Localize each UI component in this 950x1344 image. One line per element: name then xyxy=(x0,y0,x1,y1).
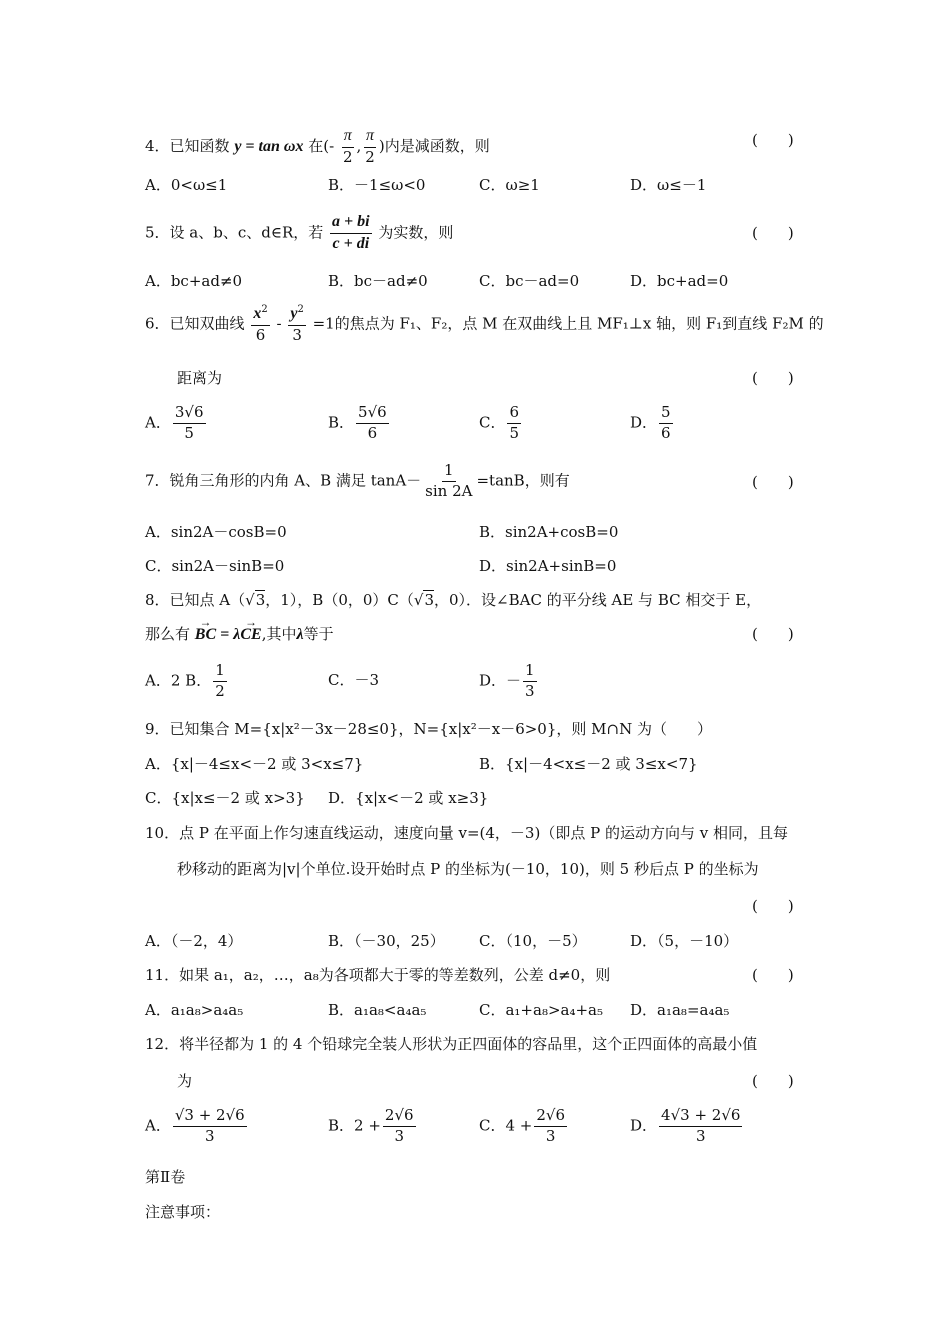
q6-stem-text: 6．已知双曲线 xyxy=(145,314,245,333)
q8-stem-part1: 8．已知点 A（ xyxy=(145,591,246,609)
q6-option-d-den: 6 xyxy=(661,423,671,442)
q6-eq1: =1 xyxy=(312,314,335,333)
q4-stem-text: 4．已知函数 xyxy=(145,136,230,155)
q12-option-c-label: C． xyxy=(479,1116,506,1135)
q12-option-a-den: 3 xyxy=(205,1126,215,1145)
q6-frac-x-num: x xyxy=(253,305,262,322)
q12-option-c xyxy=(479,1108,569,1145)
q4-frac-1-den: 2 xyxy=(342,147,353,166)
q8-stem-part2: ，1），B（0，0）C（ xyxy=(265,591,414,609)
q7-option-a: A．sin2A－cosB=0 xyxy=(145,523,287,541)
q12-stem-line2: 为 xyxy=(177,1072,193,1090)
q12-option-d xyxy=(630,1108,744,1145)
q10-option-b: B．（－30，25） xyxy=(328,932,445,950)
q6-minus: - xyxy=(276,314,282,333)
q4-stem-tail: 内是减函数，则 xyxy=(384,136,490,155)
q8-sqrt3-a: 3 xyxy=(255,591,266,609)
q5-stem-tail: 为实数，则 xyxy=(378,223,454,242)
q7-option-d: D．sin2A+sinB=0 xyxy=(479,557,617,575)
q8-equals-lambda: = λ xyxy=(216,626,241,643)
q12-option-b-label: B． xyxy=(328,1116,355,1135)
q5-frac-num: a + bi xyxy=(330,214,372,234)
q6-option-a-label: A． xyxy=(145,413,171,432)
q12-option-c-pre: 4 + xyxy=(505,1116,533,1135)
q11-option-a: A．a₁a₈>a₄a₅ xyxy=(145,1001,244,1019)
q6-option-b-den: 6 xyxy=(367,423,378,442)
q4-option-c: C．ω≥1 xyxy=(479,176,540,194)
q5-option-c: C．bc－ad=0 xyxy=(479,272,580,290)
q8-option-d-den: 3 xyxy=(525,681,535,700)
q9-option-d: D．{x|x<－2 或 x≥3} xyxy=(328,789,489,807)
q8-option-d-num: 1 xyxy=(523,663,537,682)
q4-frac-2-den: 2 xyxy=(365,147,375,166)
q12-option-b-pre: 2 + xyxy=(354,1116,381,1135)
q6-frac-y-num: y xyxy=(290,305,298,322)
q6-option-a-num: 3√6 xyxy=(173,405,206,424)
q4-option-d: D．ω≤－1 xyxy=(630,176,707,194)
q9-option-b: B．{x|－4<x≤－2 或 3≤x<7} xyxy=(479,755,698,773)
q5-stem xyxy=(145,214,453,253)
q6-option-c-label: C． xyxy=(479,413,506,432)
part2-notice: 注意事项： xyxy=(145,1203,221,1221)
q4-range-open: 在(- xyxy=(308,136,335,155)
q6-option-a xyxy=(145,405,208,442)
q4-option-b: B．－1≤ω<0 xyxy=(328,176,426,194)
q10-stem-line2: 秒移动的距离为|v|个单位.设开始时点 P 的坐标为(－10，10)，则 5 秒后点 P 的坐标为 xyxy=(177,860,759,878)
q6-frac-x-den: 6 xyxy=(255,325,266,344)
q4-frac-2 xyxy=(363,128,377,166)
q6-option-d-num: 5 xyxy=(659,405,673,424)
q7-frac xyxy=(423,463,474,500)
q7-frac-den: sin 2A xyxy=(425,481,473,500)
q6-option-a-den: 5 xyxy=(184,423,194,442)
q8-stem-line1: 8．已知点 A（√3，1），B（0，0）C（√3，0）．设∠BAC 的平分线 AE 与 BC 相交于 E， xyxy=(145,591,762,609)
q12-option-d-label: D． xyxy=(630,1116,658,1135)
q6-answer-paren: ( ) xyxy=(752,369,794,387)
q6-option-b-label: B． xyxy=(328,413,355,432)
q4-stem xyxy=(145,128,490,166)
q8-stem-line2 xyxy=(145,627,334,643)
q5-answer-paren: ( ) xyxy=(752,224,794,242)
q6-option-c xyxy=(479,405,523,442)
q12-option-c-den: 3 xyxy=(545,1126,556,1145)
q11-stem: 11．如果 a₁，a₂，…，a₈为各项都大于零的等差数列，公差 d≠0，则 xyxy=(145,966,611,984)
q12-option-a xyxy=(145,1108,249,1145)
part2-title: 第Ⅱ卷 xyxy=(145,1168,186,1186)
q8-option-a: A．2 xyxy=(145,671,181,690)
q6-option-b xyxy=(328,405,391,442)
q8-sqrt3-b: 3 xyxy=(424,591,435,609)
q5-option-a: A．bc+ad≠0 xyxy=(145,272,243,290)
q6-option-c-den: 5 xyxy=(509,423,520,442)
q4-function: y = tan ωx xyxy=(234,137,304,155)
q4-comma: , xyxy=(356,136,362,155)
q4-frac-2-num: π xyxy=(364,128,376,148)
q8-option-b-num: 1 xyxy=(213,663,227,682)
q12-option-a-label: A． xyxy=(145,1116,171,1135)
q7-stem xyxy=(145,463,570,500)
q7-frac-num: 1 xyxy=(442,463,456,482)
q9-option-c: C．{x|x≤－2 或 x>3} xyxy=(145,789,305,807)
q8-answer-paren: ( ) xyxy=(752,625,794,643)
q6-stem-tail: 的焦点为 F₁、F₂，点 M 在双曲线上且 MF₁⊥x 轴，则 F₁到直线 F₂M 的 xyxy=(334,314,824,333)
q6-stem-line2: 距离为 xyxy=(177,369,223,387)
q4-range-close: ) xyxy=(378,136,385,155)
q10-stem-line1: 10．点 P 在平面上作匀速直线运动，速度向量 v=(4，－3)（即点 P 的运动方向与 v 相同，且每 xyxy=(145,824,788,842)
q8-option-d-label: D．－ xyxy=(479,671,522,690)
q12-option-d-den: 3 xyxy=(695,1126,706,1145)
q12-answer-paren: ( ) xyxy=(752,1072,794,1090)
q8-option-d xyxy=(479,663,539,700)
q5-option-b: B．bc－ad≠0 xyxy=(328,272,428,290)
q12-option-a-num: √3 + 2√6 xyxy=(173,1108,247,1127)
q7-option-c: C．sin2A－sinB=0 xyxy=(145,557,285,575)
q6-option-d xyxy=(630,405,675,442)
q11-option-b: B．a₁a₈<a₄a₅ xyxy=(328,1001,427,1019)
q11-option-d: D．a₁a₈=a₄a₅ xyxy=(630,1001,730,1019)
q11-answer-paren: ( ) xyxy=(752,966,794,984)
q9-option-a: A．{x|－4≤x<－2 或 3<x≤7} xyxy=(145,755,364,773)
q12-option-c-num: 2√6 xyxy=(534,1108,567,1127)
q12-option-b-num: 2√6 xyxy=(383,1108,416,1127)
q6-frac-y-den: 3 xyxy=(292,325,302,344)
q7-option-b: B．sin2A+cosB=0 xyxy=(479,523,619,541)
q5-frac xyxy=(330,214,372,253)
q4-answer-paren: ( ) xyxy=(752,131,794,149)
q4-option-a: A．0<ω≤1 xyxy=(145,176,228,194)
q10-option-d: D．（5，－10） xyxy=(630,932,739,950)
q7-stem-tail: =tanB，则有 xyxy=(476,471,570,490)
q5-stem-text: 5．设 a、b、c、d∈R，若 xyxy=(145,223,324,242)
q5-frac-den: c + di xyxy=(332,234,370,252)
q6-stem xyxy=(145,305,824,344)
q7-stem-text: 7．锐角三角形的内角 A、B 满足 tanA－ xyxy=(145,471,422,490)
q8-line2-end: 等于 xyxy=(303,625,334,643)
q7-answer-paren: ( ) xyxy=(752,473,794,491)
q10-option-c: C．（10，－5） xyxy=(479,932,587,950)
q12-option-b-den: 3 xyxy=(394,1126,405,1145)
q6-frac-x: $\frac{x^2}{6}$ xyxy=(253,304,268,344)
q8-option-b-label: B． xyxy=(185,671,212,690)
q6-option-c-num: 6 xyxy=(507,405,521,424)
q12-stem-line1: 12．将半径都为 1 的 4 个铅球完全装人形状为正四面体的容品里，这个正四面体的高最小值 xyxy=(145,1035,758,1053)
q9-stem: 9．已知集合 M={x|x²－3x－28≤0}，N={x|x²－x－6>0}，则 M∩N 为（ ） xyxy=(145,720,712,738)
q8-option-b-den: 2 xyxy=(215,681,225,700)
q4-frac-1 xyxy=(341,128,355,166)
q6-option-d-label: D． xyxy=(630,413,658,432)
q8-option-ab xyxy=(145,663,229,700)
q4-frac-1-num: π xyxy=(342,128,354,148)
q8-option-c: C．－3 xyxy=(328,671,380,689)
q10-option-a: A．（－2，4） xyxy=(145,932,243,950)
q10-answer-paren: ( ) xyxy=(752,897,794,915)
q8-stem-part3: ，0）．设∠BAC 的平分线 AE 与 BC 相交于 E， xyxy=(434,591,762,609)
q12-option-b xyxy=(328,1108,418,1145)
q8-lambda: λ xyxy=(296,626,304,643)
q8-line2-start: 那么有 xyxy=(145,625,191,643)
q8-vector-ce: → CE xyxy=(240,627,261,643)
q8-vector-bc: → BC xyxy=(195,627,216,643)
q12-option-d-num: 4√3 + 2√6 xyxy=(659,1108,742,1127)
q8-line2-mid: ,其中 xyxy=(261,625,297,643)
q6-frac-y: $\frac{y^2}{3}$ xyxy=(290,304,304,344)
q6-option-b-num: 5√6 xyxy=(356,405,389,424)
q11-option-c: C．a₁+a₈>a₄+a₅ xyxy=(479,1001,604,1019)
q5-option-d: D．bc+ad=0 xyxy=(630,272,729,290)
